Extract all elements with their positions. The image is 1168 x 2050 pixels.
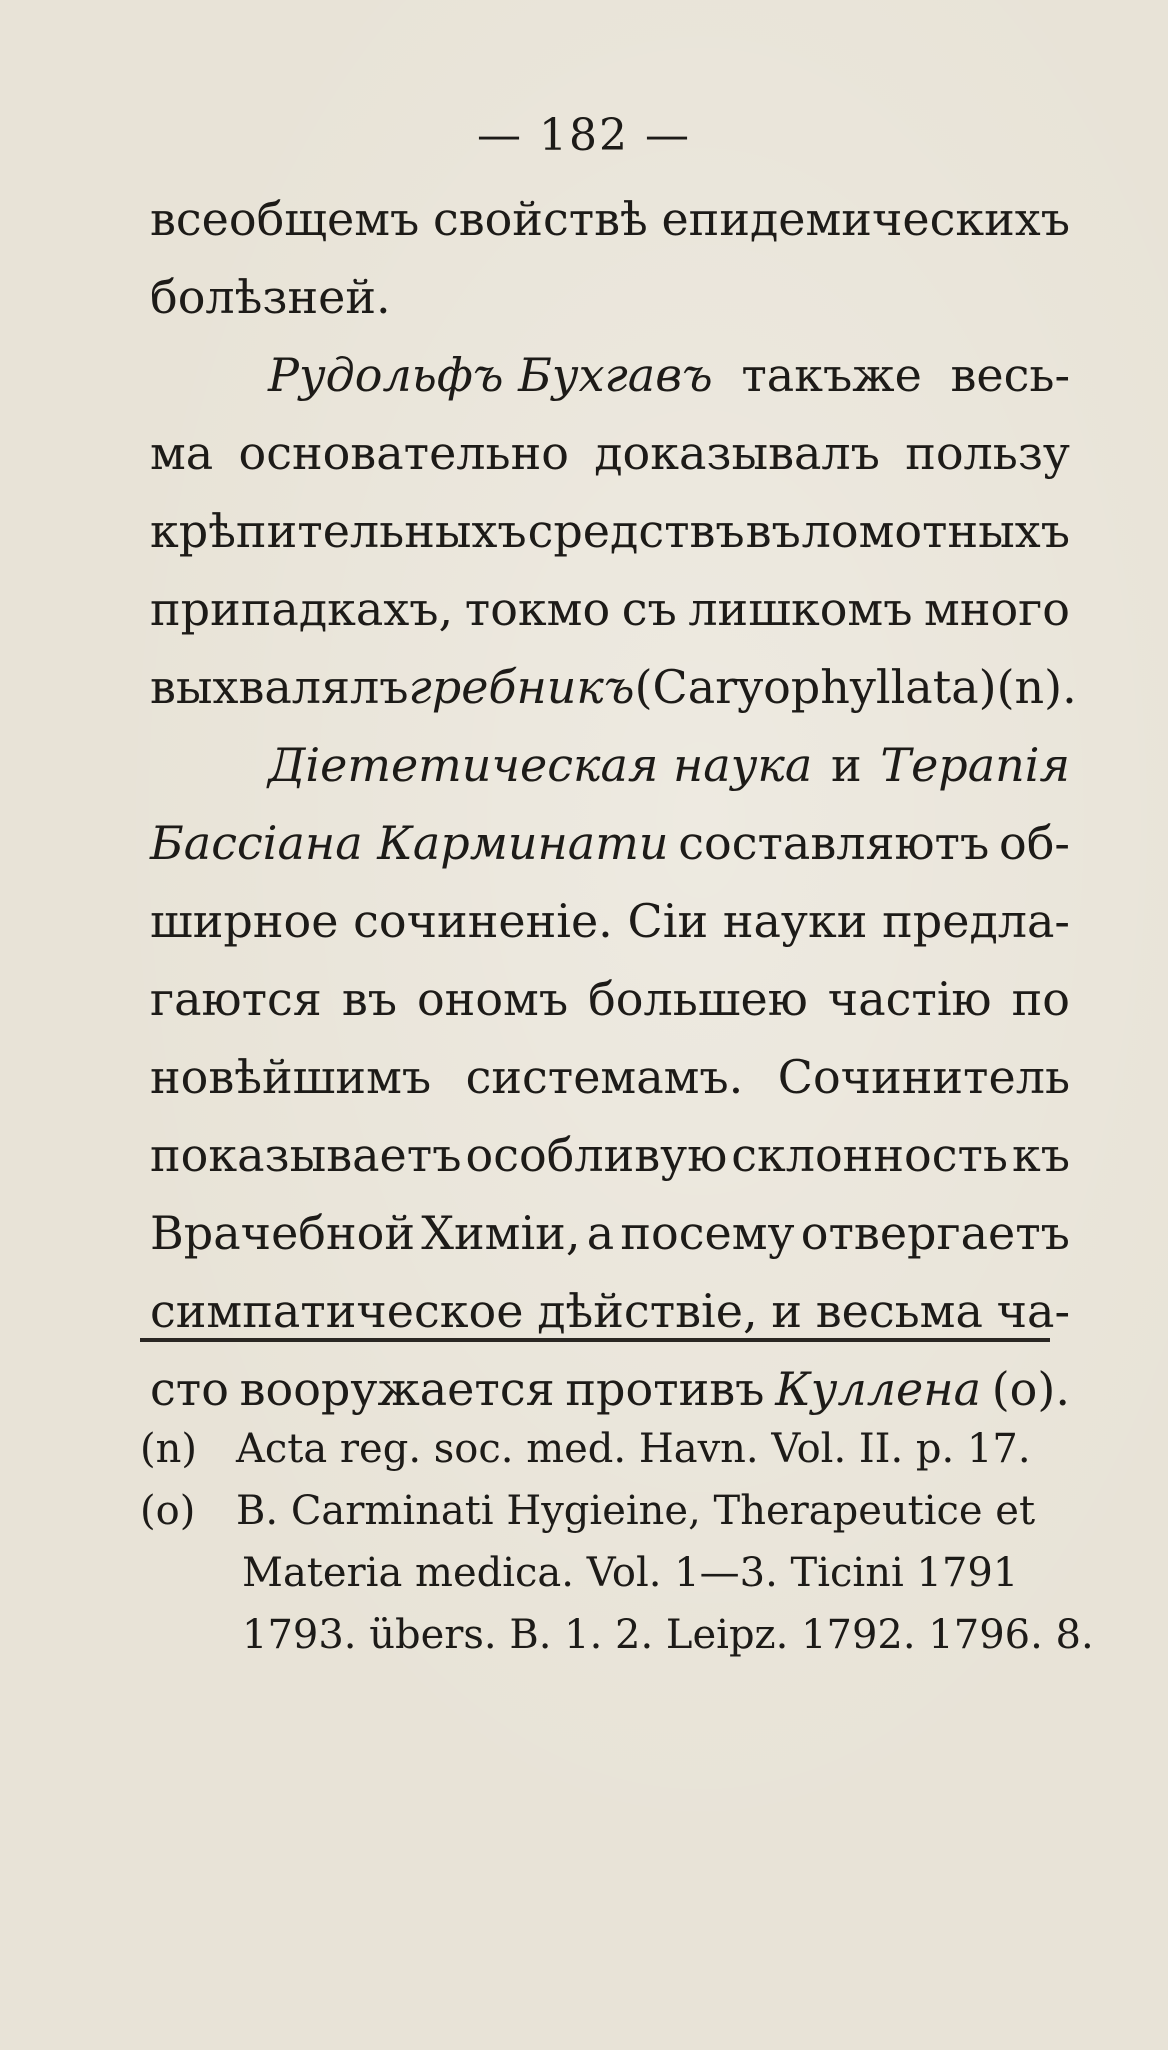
- word: средствъ: [527, 504, 745, 558]
- word: доказывалъ: [594, 426, 880, 480]
- word: много: [924, 582, 1070, 636]
- word: весьма: [815, 1284, 983, 1338]
- word: и: [831, 738, 862, 792]
- footnote-o-cont-2: [140, 1604, 1094, 1666]
- word: вооружается: [239, 1362, 555, 1416]
- title-italic: Терапія: [880, 738, 1070, 792]
- footnote-ref: (n).: [996, 660, 1077, 714]
- word: ономъ: [416, 972, 569, 1026]
- footnote-n: [140, 1418, 1070, 1480]
- word: сто: [150, 1362, 229, 1416]
- text-line-13: [150, 1116, 1070, 1194]
- word: показываетъ: [150, 1128, 462, 1182]
- text-line-7: [150, 648, 1077, 726]
- title-italic: Діететическая наука: [268, 738, 813, 792]
- footnote-divider: [140, 1338, 1050, 1342]
- word: припадкахъ,: [150, 582, 454, 636]
- text-line-1: [150, 180, 1070, 258]
- text-line-4: [150, 414, 1070, 492]
- footnote-text: B. Carminati Hygieine, Therapeutice et: [236, 1488, 1036, 1534]
- word: основательно: [238, 426, 569, 480]
- word: Химіи,: [421, 1206, 581, 1260]
- word: симпатическое: [150, 1284, 524, 1338]
- text-line-10: [150, 882, 1070, 960]
- text-line-16: [150, 1350, 1070, 1428]
- word: выхвалялъ: [150, 660, 409, 714]
- word: къ: [1011, 1128, 1070, 1182]
- text-line-11: [150, 960, 1070, 1038]
- word: дѣйствіе,: [537, 1284, 758, 1338]
- footnote-mark: (o): [140, 1488, 196, 1534]
- word: крѣпительныхъ: [150, 504, 527, 558]
- text-line-12: [150, 1038, 1070, 1116]
- word: свойствѣ: [432, 192, 648, 246]
- text-line-9: [150, 804, 1070, 882]
- word: склонность: [731, 1128, 1008, 1182]
- word: такъже: [741, 348, 922, 402]
- word: предла-: [882, 894, 1070, 948]
- word: болѣзней.: [150, 270, 391, 324]
- word: большею: [588, 972, 808, 1026]
- word: особливую: [465, 1128, 728, 1182]
- footnote-text: 1793. übers. B. 1. 2. Leipz. 1792. 1796. 8.: [242, 1612, 1094, 1658]
- footnote-o: [140, 1480, 1070, 1542]
- word: науки: [722, 894, 868, 948]
- word: ломотныхъ: [801, 504, 1070, 558]
- text-line-8: [150, 726, 1070, 804]
- footnote-o-cont-1: [140, 1542, 1070, 1604]
- footnote-ref: (о).: [991, 1362, 1070, 1416]
- footnote-text: Materia medica. Vol. 1—3. Ticini 1791: [242, 1550, 1019, 1596]
- text-line-2: [150, 258, 1070, 336]
- word: системамъ.: [465, 1050, 744, 1104]
- name-italic: Рудольфъ Бухгавъ: [268, 348, 713, 402]
- text-line-6: [150, 570, 1070, 648]
- word: об-: [999, 816, 1070, 870]
- word: отвергаетъ: [800, 1206, 1070, 1260]
- word: всеобщемъ: [150, 192, 420, 246]
- word: ча-: [996, 1284, 1070, 1338]
- name-italic: Куллена: [775, 1362, 981, 1416]
- word: въ: [341, 972, 397, 1026]
- word: лишкомъ: [688, 582, 913, 636]
- word: токмо: [464, 582, 611, 636]
- page-number-header: — 182 —: [477, 110, 691, 161]
- text-line-3: [150, 336, 1070, 414]
- footnotes: [140, 1418, 1094, 1666]
- word: Врачебной: [150, 1206, 416, 1260]
- word: сочиненіе.: [353, 894, 613, 948]
- footnote-mark: (n): [140, 1426, 197, 1472]
- word: по: [1011, 972, 1070, 1026]
- main-text: [150, 180, 1077, 1428]
- word: гаются: [150, 972, 322, 1026]
- word: въ: [745, 504, 801, 558]
- word: посему: [620, 1206, 795, 1260]
- word: противъ: [565, 1362, 765, 1416]
- word: ма: [150, 426, 214, 480]
- word: новѣйшимъ: [150, 1050, 432, 1104]
- text-line-5: [150, 492, 1070, 570]
- word: епидемическихъ: [661, 192, 1070, 246]
- word: частію: [827, 972, 992, 1026]
- name-italic: Бассіана Карминати: [150, 816, 669, 870]
- word: ширное: [150, 894, 339, 948]
- word: весь-: [950, 348, 1070, 402]
- word: (Caryophyllata): [634, 660, 997, 714]
- word: и: [771, 1284, 802, 1338]
- word: съ: [621, 582, 677, 636]
- word: составляютъ: [678, 816, 990, 870]
- word: Сіи: [627, 894, 709, 948]
- text-line-14: [150, 1194, 1070, 1272]
- word: пользу: [905, 426, 1070, 480]
- word: Сочинитель: [777, 1050, 1070, 1104]
- word: а: [586, 1206, 615, 1260]
- term-italic: гребникъ: [408, 660, 635, 714]
- footnote-text: Acta reg. soc. med. Havn. Vol. II. p. 17.: [236, 1426, 1031, 1472]
